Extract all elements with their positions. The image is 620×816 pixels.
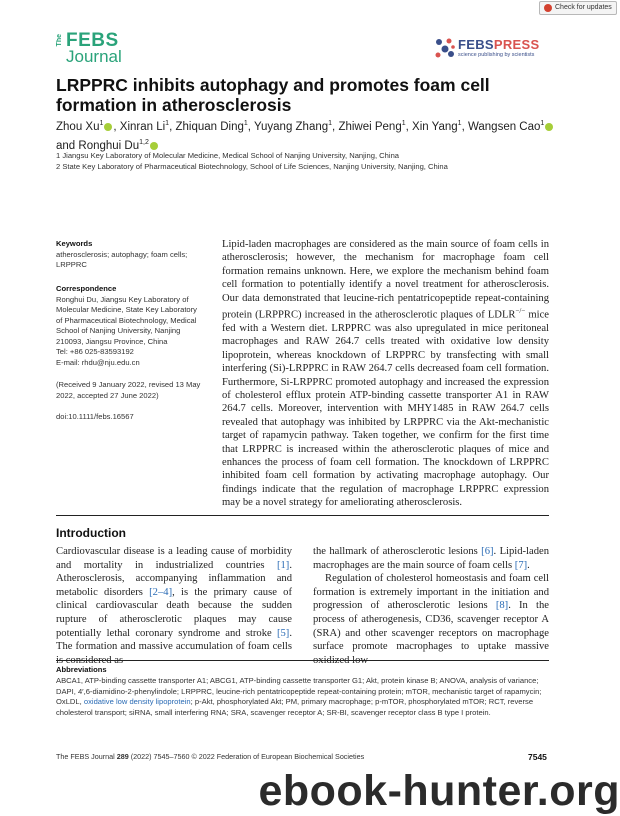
author-affiliation-mark: 1 (328, 120, 333, 127)
introduction-heading: Introduction (56, 526, 126, 540)
citation-link[interactable]: [1] (276, 559, 290, 571)
author-affiliation-mark: 1 (243, 120, 248, 127)
text-run: Regulation of cholesterol homeostasis and foam cell formation is extremely important in the initiation and progression of atherosclerotic lesions (313, 573, 549, 612)
citation-link[interactable]: [2–4] (149, 586, 173, 598)
text-run: , is the primary cause of clinical cardiovascular death because the sudden rupture of atherosclerotic plaques may cause potentially lethal coronary syndrome and stroke (56, 586, 292, 639)
abbreviations-list (56, 676, 549, 718)
affiliation-2: 2 State Key Laboratory of Pharmaceutical Biotechnology, School of Life Sciences, Nanjing University, Nanjing, China (56, 162, 448, 171)
author-name: Zhiquan Ding (175, 120, 244, 133)
abbreviations-divider (56, 660, 549, 661)
text-run: ABCA1, ATP-binding cassette transporter A1; ABCG1, ATP-binding cassette transporter G1; Akt, protein kinase B; ANOVA, analysis of variance; DAPI, 4′,6-diamidino-2-phenylindole; LRPPRC, leucine-rich pentatricopeptide repeat-containing protein; mTOR, mechanistic target of rapamycin; OxLDL, (56, 676, 542, 707)
author-affiliation-mark: 1 (540, 120, 545, 127)
author-affiliation-mark: 1 (457, 120, 462, 127)
text-run: . (527, 559, 530, 571)
correspondence-email: E-mail: rhdu@nju.edu.cn (56, 357, 140, 367)
author-affiliation-mark: 1 (99, 120, 104, 127)
keywords-heading: Keywords (56, 239, 93, 248)
correspondence-line: School of Nanjing University, Nanjing (56, 326, 181, 335)
citation-link[interactable]: [8] (495, 600, 509, 612)
intro-column-2 (313, 545, 549, 667)
correspondence-heading: Correspondence (56, 284, 117, 293)
author-name: Xinran Li (119, 120, 166, 133)
intro-paragraph (313, 572, 549, 667)
correspondence-line: Tel: +86 025-83593192 (56, 347, 134, 356)
author-affiliation-mark: 1 (165, 120, 170, 127)
text-run: . Atherosclerosis, accompanying inflammation and metabolic disorders (56, 559, 292, 598)
author-name: Zhiwei Peng (338, 120, 402, 133)
text-run: . In the process of atherogenesis, CD36, scavenger receptor A (SRA) and other scavenger receptors on macrophage surface promote macrophages to uptake massive oxidized low- (313, 600, 549, 666)
author-name: Ronghui Du (78, 139, 140, 152)
abbreviations-heading: Abbreviations (56, 665, 107, 674)
febs-press-logo (434, 35, 564, 65)
author-name: Xin Yang (412, 120, 458, 133)
keywords-line: atherosclerosis; autophagy; foam cells; (56, 249, 188, 259)
citation-link[interactable]: oxidative low density lipoprotein (83, 697, 191, 707)
orcid-icon[interactable] (545, 123, 553, 131)
page-number: 7545 (528, 752, 547, 762)
correspondence-section (56, 284, 206, 368)
check-for-updates-button[interactable] (539, 1, 617, 15)
author-name: Wangsen Cao (467, 120, 541, 133)
affiliation-1: 1 Jiangsu Key Laboratory of Molecular Medicine, Medical School of Nanjing University, Nanjing, China (56, 151, 400, 160)
author-affiliation-mark: 1,2 (139, 138, 149, 146)
journal-logo-journal: Journal (66, 47, 122, 66)
keywords-section (56, 239, 206, 271)
intro-paragraph (313, 545, 549, 572)
received-dates: (Received 9 January 2022, revised 13 May 2022, accepted 27 June 2022) (56, 380, 201, 400)
correspondence-line: of Pharmaceutical Biotechnology, Medical (56, 315, 197, 325)
section-divider (56, 515, 549, 516)
author-name: Zhou Xu (56, 120, 100, 133)
author-name: Yuyang Zhang (253, 120, 329, 133)
febs-journal-logo (56, 30, 136, 66)
correspondence-line: 210093, Jiangsu Province, China (56, 336, 168, 346)
journal-logo-febs: FEBS (66, 30, 119, 51)
author-affiliation-mark: 1 (401, 120, 406, 127)
correspondence-line: Ronghui Du, Jiangsu Key Laboratory of (56, 294, 189, 304)
author-list: Zhou Xu$^1$ , Xinran Li$^1$, Zhiquan Ding$^1$, Yuyang Zhang$^1$, Zhiwei Peng$^1$, Xin Yang$^1$, Wangsen Cao$^1$ and Ronghui Du$^{1,2}$ (56, 116, 566, 154)
citation-link[interactable]: [7] (514, 559, 528, 571)
publisher-tagline: science publishing by scientists (458, 52, 535, 58)
doi: doi:10.1111/febs.16567 (56, 412, 134, 421)
text-run: . Lipid-laden macrophages are the main source of foam cells (313, 546, 549, 571)
publisher-name: FEBSPRESS (458, 37, 540, 52)
intro-column-1 (56, 545, 292, 667)
orcid-icon[interactable] (150, 142, 158, 150)
molecule-icon (434, 37, 456, 61)
citation-link[interactable]: [6] (481, 546, 494, 557)
check-for-updates-label: Check for updates (555, 4, 612, 11)
journal-logo-the: The (56, 34, 63, 47)
abstract: Lipid-laden macrophages are considered as the main source of foam cells in atherosclerosis; however, the mechanism for macrophage foam cell formation remains unknown. Here, we explore the mechanism behind foam cell formation to potentially identify a novel treatment for atherosclerosis. Our data demonstrated that leucine-rich pentatricopeptide repeat-containing protein (LRPPRC) increased in the atherosclerotic plaques of LDLR−/− mice fed with a Western diet. LRPPRC was also upregulated in mice peritoneal macrophages and RAW 264.7 cells treated with oxidative low density lipoprotein, whereas knockdown of LRPPRC by transfecting with small interfering (Si)-LRPPRC in RAW 264.7 cells decreased foam cell formation. Furthermore, Si-LRPPRC promoted autophagy and increased the expression of cholesterol efflux protein ATP-binding cassette transporter A1 in RAW 264.7 cells. Moreover, intervention with MHY1485 in RAW 264.7 cells revealed that autophagy was inhibited by LRPPRC via the Akt-mechanistic target of rapamycin pathway. Taken together, we confirm for the first time that LRPPRC is increased within the atherosclerotic plaques of mice and enhances the process of foam cell formation. The knockdown of LRPPRC inhibited foam cell formation by activating macrophage autophagy. Our findings indicate that the regulation of macrophage LRPPRC expression may be a novel strategy for ameliorating atherosclerosis. (222, 239, 549, 509)
correspondence-line: Molecular Medicine, State Key Laboratory (56, 305, 197, 314)
orcid-icon[interactable] (104, 123, 112, 131)
text-run: the hallmark of atherosclerotic lesions (313, 546, 482, 557)
text-run: . The formation and massive accumulation of foam cells is considered as (56, 627, 292, 666)
updates-icon (544, 4, 552, 12)
citation-link[interactable]: [5] (276, 627, 290, 639)
keywords-line: LRPPRC (56, 260, 87, 269)
text-run: ; p-Akt, phosphorylated Akt; PM, primary macrophage; p-mTOR, phosphorylated mTOR; RCT, reverse cholesterol transport; siRNA, small interfering RNA; SRA, scavenger receptor A; SR-BI, scavenger receptor class B type I protein. (56, 697, 534, 717)
text-run: Cardiovascular disease is a leading cause of morbidity and mortality in industrialized countries (56, 546, 292, 571)
watermark-text: ebook-hunter.org (258, 767, 620, 815)
footer-citation: The FEBS Journal 289 (2022) 7545–7560 © 2022 Federation of European Biochemical Societies (56, 752, 365, 761)
article-title: LRPPRC inhibits autophagy and promotes foam cell formation in atherosclerosis (56, 75, 490, 115)
